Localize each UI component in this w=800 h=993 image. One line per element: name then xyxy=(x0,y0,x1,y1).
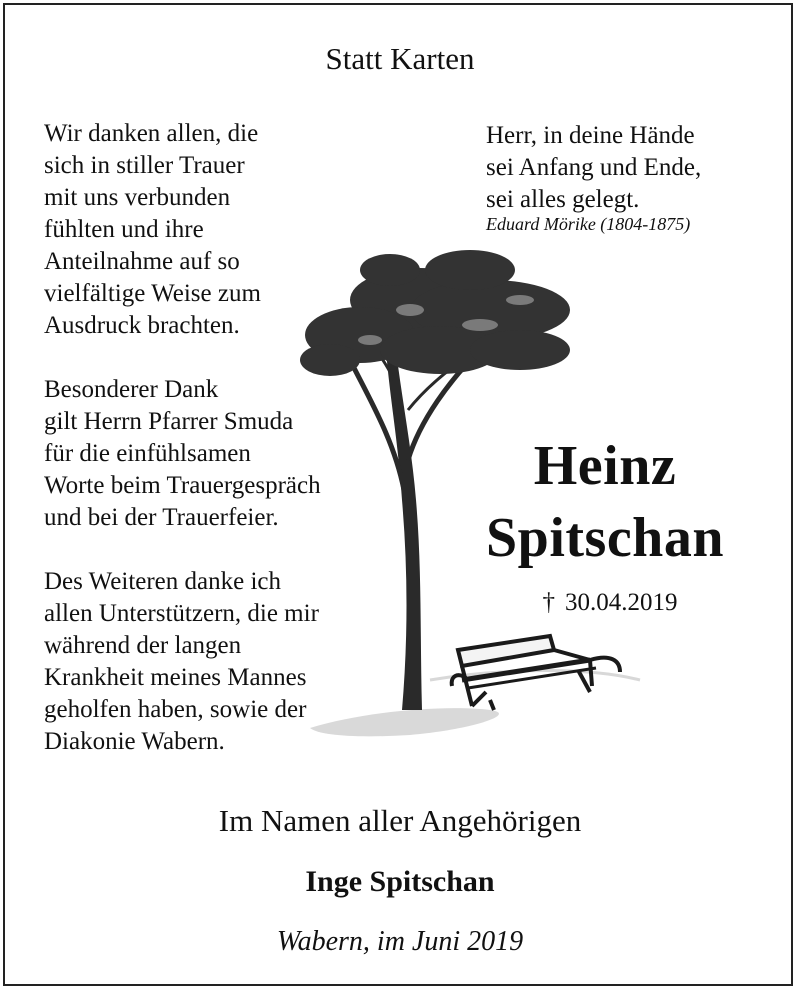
bible-quote xyxy=(486,120,786,236)
deceased-first-name: Heinz xyxy=(533,435,677,497)
deceased-name xyxy=(440,430,770,574)
quote-author: Eduard Mörike (1804-1875) xyxy=(486,214,691,234)
thanks-paragraph-3: Des Weiteren danke ich allen Unterstützern, die mir während der langen Krankheit meines Mannes geholfen haben, sowie der Diakonie Wabern. xyxy=(44,568,319,755)
place-and-date: Wabern, im Juni 2019 xyxy=(276,926,524,957)
ground-shadow xyxy=(310,708,499,736)
thanks-paragraph-1: Wir danken allen, die sich in stiller Trauer mit uns verbunden fühlten und ihre Anteilnahme auf so vielfältige Weise zum Ausdruck brachten. xyxy=(44,120,261,339)
thanks-paragraph-2: Besonderer Dank gilt Herrn Pfarrer Smuda für die einfühlsamen Worte beim Trauergespräch und bei der Trauerfeier. xyxy=(44,376,321,531)
death-date: 30.04.2019 xyxy=(565,589,678,616)
tree-trunk xyxy=(386,350,422,710)
signoff-line: Im Namen aller Angehörigen xyxy=(218,803,582,838)
signer-name: Inge Spitschan xyxy=(305,865,495,898)
quote-text: Herr, in deine Hände sei Anfang und Ende, sei alles gelegt. xyxy=(486,122,702,213)
deceased-last-name: Spitschan xyxy=(486,507,724,569)
header-title: Statt Karten xyxy=(325,41,475,76)
cross-icon: † xyxy=(542,589,555,616)
death-date-line xyxy=(490,588,730,618)
tree-canopy xyxy=(300,250,570,376)
